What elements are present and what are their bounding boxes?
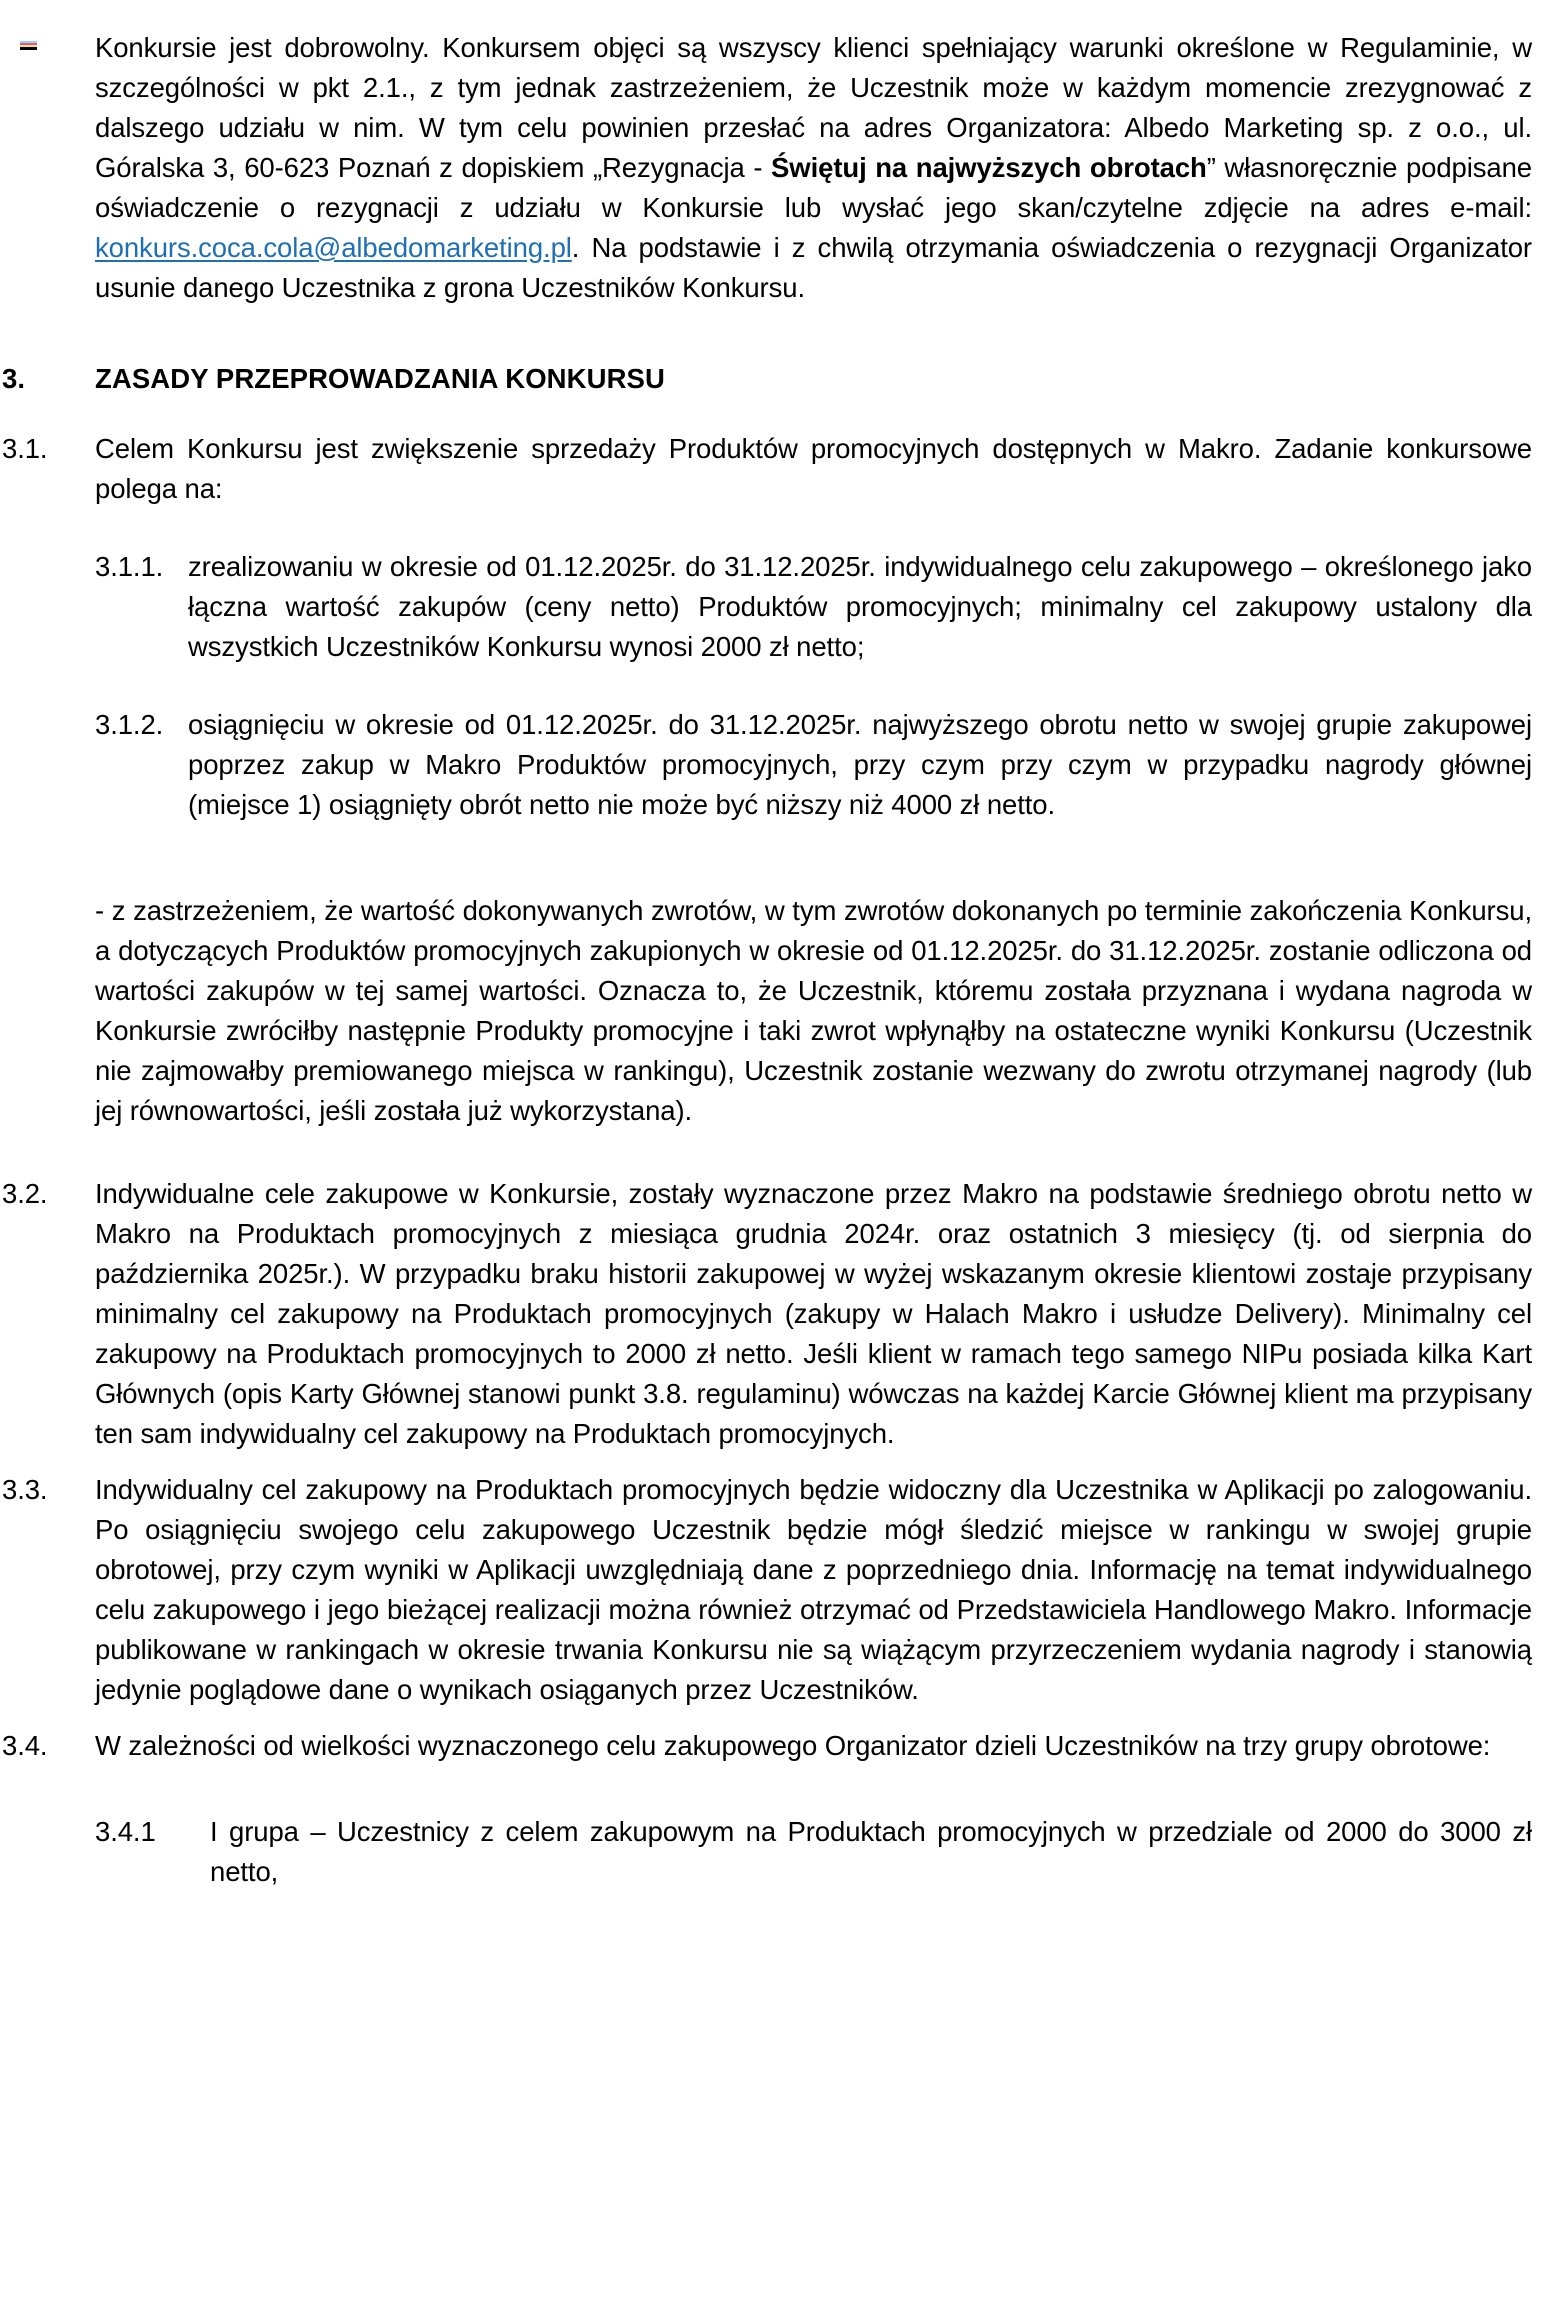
list-item-number: 3.1. (2, 433, 48, 464)
section-title: ZASADY PRZEPROWADZANIA KONKURSU (95, 363, 665, 394)
section-heading (0, 359, 1542, 399)
list-item-number: 3.4. (2, 1730, 48, 1761)
contact-email-link[interactable]: konkurs.coca.cola@albedomarketing.pl (95, 231, 572, 263)
document-page (0, 28, 1550, 2310)
list-item-number: 3.1.1. (95, 551, 164, 582)
list-item-text: Indywidualne cele zakupowe w Konkursie, zostały wyznaczone przez Makro na podstawie średniego obrotu netto w Makro na Produktach promocyjnych z miesiąca grudnia 2024r. oraz ostatnich 3 miesięcy (tj. od sierpnia do października 2025r.). W przypadku braku historii zakupowej w wyżej wskazanym okresie klientowi zostaje przypisany minimalny cel zakupowy na Produktach promocyjnych (zakupy w Halach Makro i usłudze Delivery). Minimalny cel zakupowy na Produktach promocyjnych to 2000 zł netto. Jeśli klient w ramach tego samego NIPu posiada kilka Kart Głównych (opis Karty Głównej stanowi punkt 3.8. regulaminu) wówczas na każdej Karcie Głównej klient ma przypisany ten sam indywidualny cel zakupowy na Produktach promocyjnych. (95, 1178, 1532, 1449)
list-item-number: 3.2. (2, 1178, 48, 1209)
document-body (0, 28, 1550, 1893)
spacer (0, 825, 1542, 863)
spacer (0, 399, 1542, 429)
list-item-text: osiągnięciu w okresie od 01.12.2025r. do 31.12.2025r. najwyższego obrotu netto w swojej grupie zakupowej poprzez zakup w Makro Produktów promocyjnych, przy czym przy czym w przypadku nagrody głównej (miejsce 1) osiągnięty obrót netto nie może być niższy niż 4000 zł netto. (188, 709, 1532, 820)
paragraph-continued-part1: Konkursie jest dobrowolny. Konkursem objęci są wszyscy klienci spełniający warunki określone w Regulaminie, w szczególności w pkt 2.1., z tym jednak zastrzeżeniem, że Uczestnik może w każdym momencie zrezygnować z dalszego udziału w nim. W tym celu powinien przesłać na adres Organizatora: Albedo Marketing sp. z o.o., ul. Góralska 3, 60-623 Poznań z dopiskiem „Rezygnacja - (95, 31, 1532, 183)
list-item-number: 3.3. (2, 1474, 48, 1505)
list-item-text: I grupa – Uczestnicy z celem zakupowym na Produktach promocyjnych w przedziale od 2000 do 3000 zł netto, (210, 1816, 1532, 1887)
spacer (0, 509, 1542, 547)
spacer (0, 1454, 1542, 1470)
list-item-text: Indywidualny cel zakupowy na Produktach promocyjnych będzie widoczny dla Uczestnika w Aplikacji po zalogowaniu. Po osiągnięciu swojego celu zakupowego Uczestnik będzie mógł śledzić miejsce w rankingu w swojej grupie obrotowej, przy czym wyniki w Aplikacji uwzględniają dane z poprzedniego dnia. Informację na temat indywidualnego celu zakupowego i jego bieżącej realizacji można również otrzymać od Przedstawiciela Handlowego Makro. Informacje publikowane w rankingach w okresie trwania Konkursu nie są wiążącym przyrzeczeniem wydania nagrody i stanowią jedynie poglądowe dane o wynikach osiąganych przez Uczestników. (95, 1474, 1532, 1705)
list-item (0, 1174, 1542, 1454)
spacer (0, 667, 1542, 705)
paragraph-note: - z zastrzeżeniem, że wartość dokonywanych zwrotów, w tym zwrotów dokonanych po terminie zakończenia Konkursu, a dotyczących Produktów promocyjnych zakupionych w okresie od 01.12.2025r. do 31.12.2025r. zostanie odliczona od wartości zakupów w tej samej wartości. Oznacza to, że Uczestnik, któremu została przyznana i wydana nagroda w Konkursie zwróciłby następnie Produkty promocyjne i taki zwrot wpłynąłby na ostateczne wyniki Konkursu (Uczestnik nie zajmowałby premiowanego miejsca w rankingu), Uczestnik zostanie wezwany do zwrotu otrzymanej nagrody (lub jej równowartości, jeśli została już wykorzystana). (95, 894, 1532, 1126)
list-item-text: zrealizowaniu w okresie od 01.12.2025r. do 31.12.2025r. indywidualnego celu zakupowego – określonego jako łączna wartość zakupów (ceny netto) Produktów promocyjnych; minimalny cel zakupowy ustalony dla wszystkich Uczestników Konkursu wynosi 2000 zł netto; (188, 551, 1532, 662)
section-number: 3. (2, 363, 26, 394)
paragraph-continued (95, 28, 1542, 308)
campaign-name-bold: Świętuj na najwyższych obrotach (771, 151, 1207, 183)
spacer (0, 1158, 1542, 1174)
list-item (0, 1470, 1542, 1710)
list-item-number: 3.1.2. (95, 709, 164, 740)
list-item (0, 547, 1542, 667)
spacer (0, 1766, 1542, 1812)
spacer (0, 335, 1542, 359)
list-item (0, 429, 1542, 509)
paragraph-continued-part2: ” własnoręcznie podpisane oświadczenie o rezygnacji z udziału w Konkursie lub wysłać jego skan/czytelne zdjęcie na adres e-mail: (95, 151, 1532, 223)
list-item-number: 3.4.1 (95, 1816, 156, 1847)
list-item (0, 1726, 1542, 1766)
spacer (0, 1710, 1542, 1726)
list-item (0, 1812, 1542, 1892)
list-item-text: Celem Konkursu jest zwiększenie sprzedaży Produktów promocyjnych dostępnych w Makro. Zadanie konkursowe polega na: (95, 433, 1532, 504)
list-item (0, 705, 1542, 825)
paragraph-continued-part3: . Na podstawie i z chwilą otrzymania oświadczenia o rezygnacji Organizator usunie danego Uczestnika z grona Uczestników Konkursu. (95, 231, 1532, 303)
list-item-text: W zależności od wielkości wyznaczonego celu zakupowego Organizator dzieli Uczestników na trzy grupy obrotowe: (95, 1730, 1491, 1761)
